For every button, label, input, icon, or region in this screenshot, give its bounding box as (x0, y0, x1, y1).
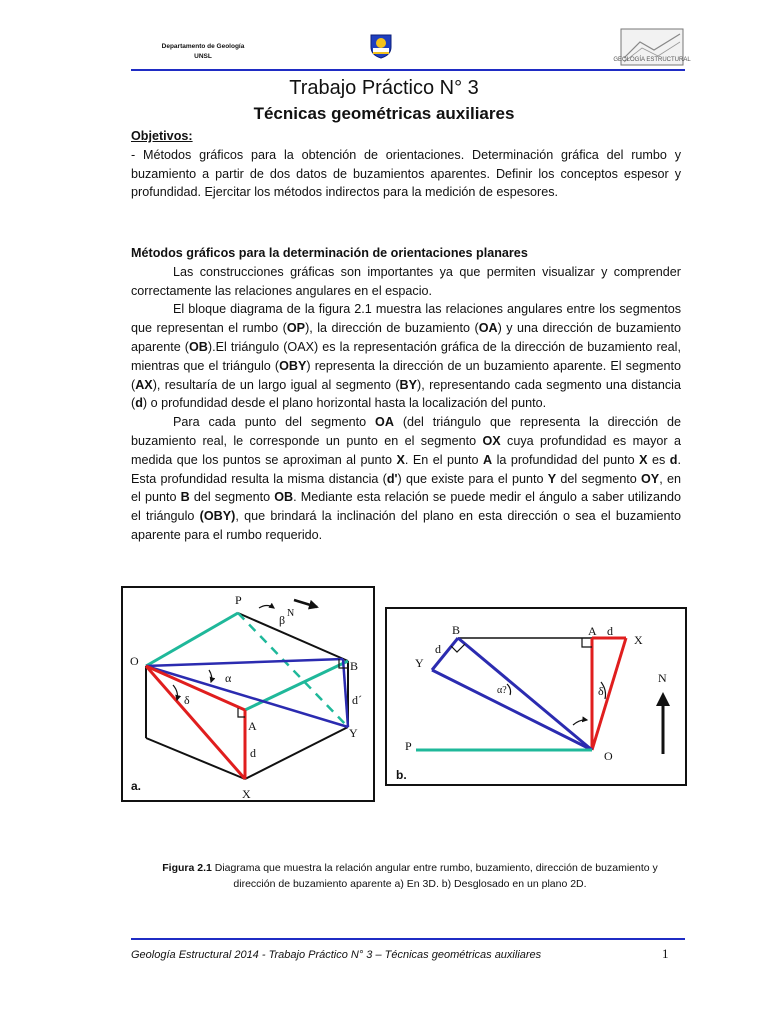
text-run: ) y una dirección de buzamiento aparente ( (131, 321, 682, 354)
label-x: X (634, 633, 643, 647)
label-o: O (130, 654, 139, 668)
bold-term: (OBY) (199, 509, 236, 524)
label-delta: δ (184, 693, 190, 707)
text-run: la profundidad del punto (492, 452, 640, 467)
block-edge (245, 727, 348, 779)
department-line-2: UNSL (194, 53, 212, 60)
bold-term: X (396, 452, 405, 467)
methods-heading: Métodos gráficos para la determinación de orientaciones planares (131, 246, 528, 260)
bold-term: AX (135, 377, 153, 392)
bold-term: d (135, 396, 143, 411)
page-subtitle: Técnicas geométricas auxiliares (253, 104, 515, 123)
text-run: del segmento (189, 490, 275, 505)
footer-rule (131, 938, 685, 940)
footer-text: Geología Estructural 2014 - Trabajo Práctico N° 3 – Técnicas geométricas auxiliares (131, 949, 542, 961)
text-run: cuya profundidad es mayor a medida que los puntos se aproximan al punto (131, 433, 681, 467)
angle-arrow (573, 720, 587, 725)
header-rule (131, 69, 685, 71)
bold-term: X (639, 452, 648, 467)
geologia-estructural-badge (613, 28, 691, 66)
text-run: ), representando cada segmento una distancia ( (131, 377, 681, 411)
text-run: (del triángulo que representa la dirección de buzamiento real, le corresponde un punto en el segmento (131, 415, 681, 448)
figure-caption (150, 860, 670, 892)
label-beta: β (279, 613, 286, 627)
text-run: . Esta profundidad resulta la misma distancia ( (131, 452, 681, 486)
north-arrow-head (656, 692, 670, 706)
label-d: d (250, 746, 256, 760)
label-x: X (242, 787, 251, 801)
text-run: El bloque diagrama de la figura 2.1 muestra las relaciones angulares entre los segmentos que representan el rumbo ( (131, 302, 681, 336)
objectives-heading: Objetivos: (131, 129, 193, 143)
bold-term: OB (274, 490, 294, 505)
label-d-left: d (435, 642, 441, 656)
text-run: ).El triángulo (OAX) es la representación gráfica de la dirección de buzamiento real, mientras que el triángulo ( (131, 339, 681, 373)
alpha-arc (209, 670, 212, 682)
label-y: Y (349, 726, 358, 740)
label-north: N (287, 608, 295, 619)
bold-term: A (482, 452, 493, 467)
methods-section (131, 244, 681, 545)
figure-panel-b (385, 607, 687, 786)
text-run: ) que existe para el punto (397, 471, 548, 486)
paragraph-3 (131, 413, 681, 545)
label-y: Y (415, 656, 424, 670)
block-edge (146, 738, 245, 779)
label-north: N (658, 671, 667, 685)
text-run: ) representa la dirección de un buzamiento aparente. El segmento ( (131, 358, 681, 392)
bold-term: d (669, 452, 678, 467)
objectives-section (131, 127, 681, 202)
university-logo-icon (369, 33, 393, 59)
paragraph-2 (131, 300, 681, 413)
label-b: B (452, 623, 461, 637)
caption-text: Diagrama que muestra la relación angular entre rumbo, buzamiento, dirección de buzamiento y dirección de buzamiento aparente a) En 3D. b) Desglosado en un plano 2D. (211, 862, 658, 890)
figure-panel-a (121, 586, 375, 802)
page-title: Trabajo Práctico N° 3 (289, 77, 479, 99)
apparent-dip-ob (146, 659, 343, 666)
label-d-top: d (607, 624, 613, 638)
label-a: A (588, 624, 597, 638)
text-run: del segmento (556, 471, 642, 486)
page-number: 1 (662, 946, 669, 961)
text-run: , en el punto (131, 471, 681, 505)
label-o: O (604, 749, 613, 763)
text-run: ) o profundidad desde el plano horizontal hasta la localización del punto. (142, 396, 547, 411)
bold-term: d' (386, 471, 398, 486)
bold-term: OP (286, 321, 306, 336)
bold-term: Y (547, 471, 557, 486)
badge-text: GEOLOGÍA ESTRUCTURAL (613, 57, 691, 63)
label-b: B (350, 659, 359, 673)
label-p: P (405, 739, 412, 753)
text-run: Para cada punto del segmento (173, 415, 376, 430)
objectives-text: - Métodos gráficos para la obtención de orientaciones. Determinación gráfica del rumbo y buzamiento a partir de dos datos de buzamientos aparentes. Definir los conceptos espesor y profundidad. Ejercitar los métodos indirectos para la medición de espesores. (131, 147, 681, 200)
label-delta: δ (598, 684, 604, 698)
caption-label: Figura 2.1 (162, 862, 212, 874)
bold-term: B (180, 490, 190, 505)
strike-line-op (146, 613, 238, 666)
label-alpha: α (225, 671, 232, 685)
alpha-arc (507, 684, 511, 695)
bold-term: OX (482, 433, 501, 448)
label-alpha: α? (497, 685, 507, 696)
text-run: ), la dirección de buzamiento ( (305, 321, 479, 336)
bold-term: OB (188, 339, 208, 354)
text-run: ), resultaría de un largo igual al segmento ( (152, 377, 400, 392)
panel-a-label: a. (131, 779, 142, 793)
panel-b-label: b. (396, 768, 407, 782)
paragraph-1: Las construcciones gráficas son importantes ya que permiten visualizar y comprender correctamente las relaciones angulares en el espacio. (131, 264, 681, 298)
text-run: . Mediante esta relación se puede medir el ángulo a saber utilizando el triángulo (131, 490, 681, 524)
text-run: , que brindará la inclinación del plano en esta dirección o sea el buzamiento aparente para el rumbo requerido. (131, 509, 681, 542)
bold-term: OA (478, 321, 498, 336)
beta-arc (259, 606, 274, 609)
panel-a-frame (122, 587, 374, 801)
bold-term: OY (641, 471, 660, 486)
department-line-1: Departamento de Geología (161, 43, 245, 50)
label-a: A (248, 719, 257, 733)
bold-term: BY (399, 377, 418, 392)
department-name (147, 42, 259, 62)
bold-term: OBY (279, 358, 307, 373)
text-run: . En el punto (404, 452, 483, 467)
block-edge (238, 613, 348, 661)
label-d-prime: d´ (352, 693, 362, 707)
label-p: P (235, 593, 242, 607)
north-arrow-icon (294, 600, 317, 607)
text-run: es (647, 452, 670, 467)
bold-term: OA (375, 415, 394, 430)
strike-line-ab (245, 661, 348, 710)
